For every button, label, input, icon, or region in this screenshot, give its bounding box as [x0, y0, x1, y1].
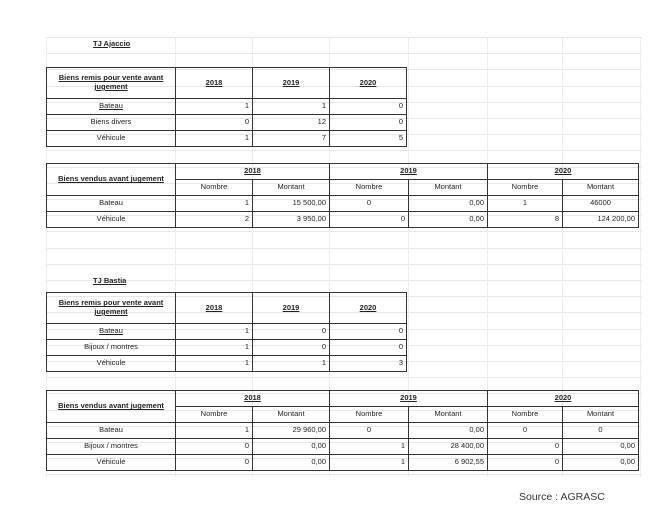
bastia-remis-cell: 0: [329, 339, 407, 356]
ajaccio-remis-cell: 1: [175, 130, 253, 147]
grid-line: [46, 231, 642, 232]
ajaccio-vendus-cell: 124 200,00: [562, 211, 639, 228]
ajaccio-remis-cell: 0: [329, 114, 407, 131]
grid-line: [46, 264, 642, 265]
ajaccio-vendus-subheader: Montant: [408, 179, 488, 196]
ajaccio-vendus-cell: 1: [175, 195, 253, 212]
bastia-vendus-cell: 0: [487, 438, 563, 455]
ajaccio-remis-cell: 0: [175, 114, 253, 131]
ajaccio-vendus-subheader: Montant: [252, 179, 330, 196]
ajaccio-vendus-cell: 2: [175, 211, 253, 228]
ajaccio-remis-row-label: Bateau: [46, 98, 176, 115]
bastia-vendus-header: Biens vendus avant jugement: [46, 390, 176, 423]
grid-line: [46, 474, 642, 475]
bastia-vendus-cell: 1: [329, 438, 409, 455]
bastia-vendus-subheader: Nombre: [329, 406, 409, 423]
bastia-vendus-cell: 0,00: [252, 438, 330, 455]
grid-line: [640, 37, 641, 477]
ajaccio-vendus-header: Biens vendus avant jugement: [46, 163, 176, 196]
ajaccio-remis-year-2020: 2020: [329, 67, 407, 99]
bastia-vendus-cell: 0,00: [408, 422, 488, 439]
bastia-remis-row-label: Bijoux / montres: [46, 339, 176, 356]
ajaccio-remis-row-label: Véhicule: [46, 130, 176, 147]
bastia-vendus-row-label: Bijoux / montres: [46, 438, 176, 455]
ajaccio-remis-cell: 7: [252, 130, 330, 147]
grid-line: [46, 377, 642, 378]
ajaccio-vendus-subheader: Nombre: [487, 179, 563, 196]
grid-line: [46, 53, 642, 54]
bastia-vendus-cell: 0,00: [562, 454, 639, 471]
bastia-vendus-subheader: Montant: [408, 406, 488, 423]
bastia-vendus-cell: 0: [329, 422, 409, 439]
bastia-vendus-cell: 0: [487, 454, 563, 471]
ajaccio-vendus-subheader: Nombre: [175, 179, 253, 196]
bastia-vendus-cell: 28 400,00: [408, 438, 488, 455]
bastia-vendus-year-2019: 2019: [329, 390, 488, 407]
bastia-vendus-year-2020: 2020: [487, 390, 639, 407]
ajaccio-remis-year-2019: 2019: [252, 67, 330, 99]
bastia-remis-year-2020: 2020: [329, 292, 407, 324]
bastia-vendus-cell: 1: [329, 454, 409, 471]
ajaccio-vendus-cell: 0: [329, 195, 409, 212]
bastia-remis-row-label: Bateau: [46, 323, 176, 340]
grid-line: [46, 150, 642, 151]
ajaccio-vendus-cell: 3 950,00: [252, 211, 330, 228]
bastia-vendus-cell: 0: [175, 454, 253, 471]
bastia-remis-cell: 1: [175, 339, 253, 356]
bastia-vendus-subheader: Nombre: [175, 406, 253, 423]
ajaccio-vendus-subheader: Montant: [562, 179, 639, 196]
ajaccio-vendus-year-2018: 2018: [175, 163, 330, 180]
ajaccio-title: TJ Ajaccio: [93, 38, 131, 48]
ajaccio-remis-row-label: Biens divers: [46, 114, 176, 131]
bastia-remis-cell: 1: [175, 323, 253, 340]
bastia-vendus-subheader: Montant: [252, 406, 330, 423]
bastia-vendus-cell: 0,00: [252, 454, 330, 471]
bastia-remis-cell: 0: [252, 323, 330, 340]
bastia-vendus-subheader: Montant: [562, 406, 639, 423]
grid-line: [46, 248, 642, 249]
ajaccio-vendus-cell: 1: [487, 195, 563, 212]
ajaccio-vendus-cell: 0,00: [408, 211, 488, 228]
ajaccio-vendus-cell: 46000: [562, 195, 639, 212]
bastia-vendus-year-2018: 2018: [175, 390, 330, 407]
ajaccio-vendus-subheader: Nombre: [329, 179, 409, 196]
bastia-vendus-cell: 0: [175, 438, 253, 455]
bastia-vendus-row-label: Bateau: [46, 422, 176, 439]
bastia-remis-cell: 0: [252, 339, 330, 356]
ajaccio-vendus-cell: 0,00: [408, 195, 488, 212]
bastia-vendus-cell: 0: [487, 422, 563, 439]
ajaccio-remis-cell: 1: [175, 98, 253, 115]
ajaccio-remis-cell: 12: [252, 114, 330, 131]
bastia-vendus-cell: 0: [562, 422, 639, 439]
bastia-remis-header: Biens remis pour vente avant jugement: [46, 292, 176, 324]
bastia-remis-row-label: Véhicule: [46, 355, 176, 372]
bastia-vendus-subheader: Nombre: [487, 406, 563, 423]
bastia-remis-year-2019: 2019: [252, 292, 330, 324]
ajaccio-vendus-year-2019: 2019: [329, 163, 488, 180]
bastia-title: TJ Bastia: [93, 275, 127, 285]
ajaccio-vendus-cell: 0: [329, 211, 409, 228]
ajaccio-vendus-cell: 15 500,00: [252, 195, 330, 212]
ajaccio-vendus-row-label: Bateau: [46, 195, 176, 212]
ajaccio-remis-year-2018: 2018: [175, 67, 253, 99]
bastia-remis-cell: 1: [175, 355, 253, 372]
bastia-remis-cell: 3: [329, 355, 407, 372]
ajaccio-vendus-row-label: Véhicule: [46, 211, 176, 228]
bastia-vendus-cell: 1: [175, 422, 253, 439]
bastia-remis-year-2018: 2018: [175, 292, 253, 324]
ajaccio-remis-cell: 5: [329, 130, 407, 147]
ajaccio-remis-cell: 1: [252, 98, 330, 115]
ajaccio-remis-header: Biens remis pour vente avant jugement: [46, 67, 176, 99]
bastia-vendus-cell: 6 902,55: [408, 454, 488, 471]
ajaccio-vendus-year-2020: 2020: [487, 163, 639, 180]
ajaccio-remis-cell: 0: [329, 98, 407, 115]
bastia-vendus-cell: 29 960,00: [252, 422, 330, 439]
bastia-remis-cell: 1: [252, 355, 330, 372]
ajaccio-vendus-cell: 8: [487, 211, 563, 228]
bastia-vendus-cell: 0,00: [562, 438, 639, 455]
bastia-vendus-row-label: Véhicule: [46, 454, 176, 471]
source-note: Source : AGRASC: [519, 491, 605, 503]
bastia-remis-cell: 0: [329, 323, 407, 340]
